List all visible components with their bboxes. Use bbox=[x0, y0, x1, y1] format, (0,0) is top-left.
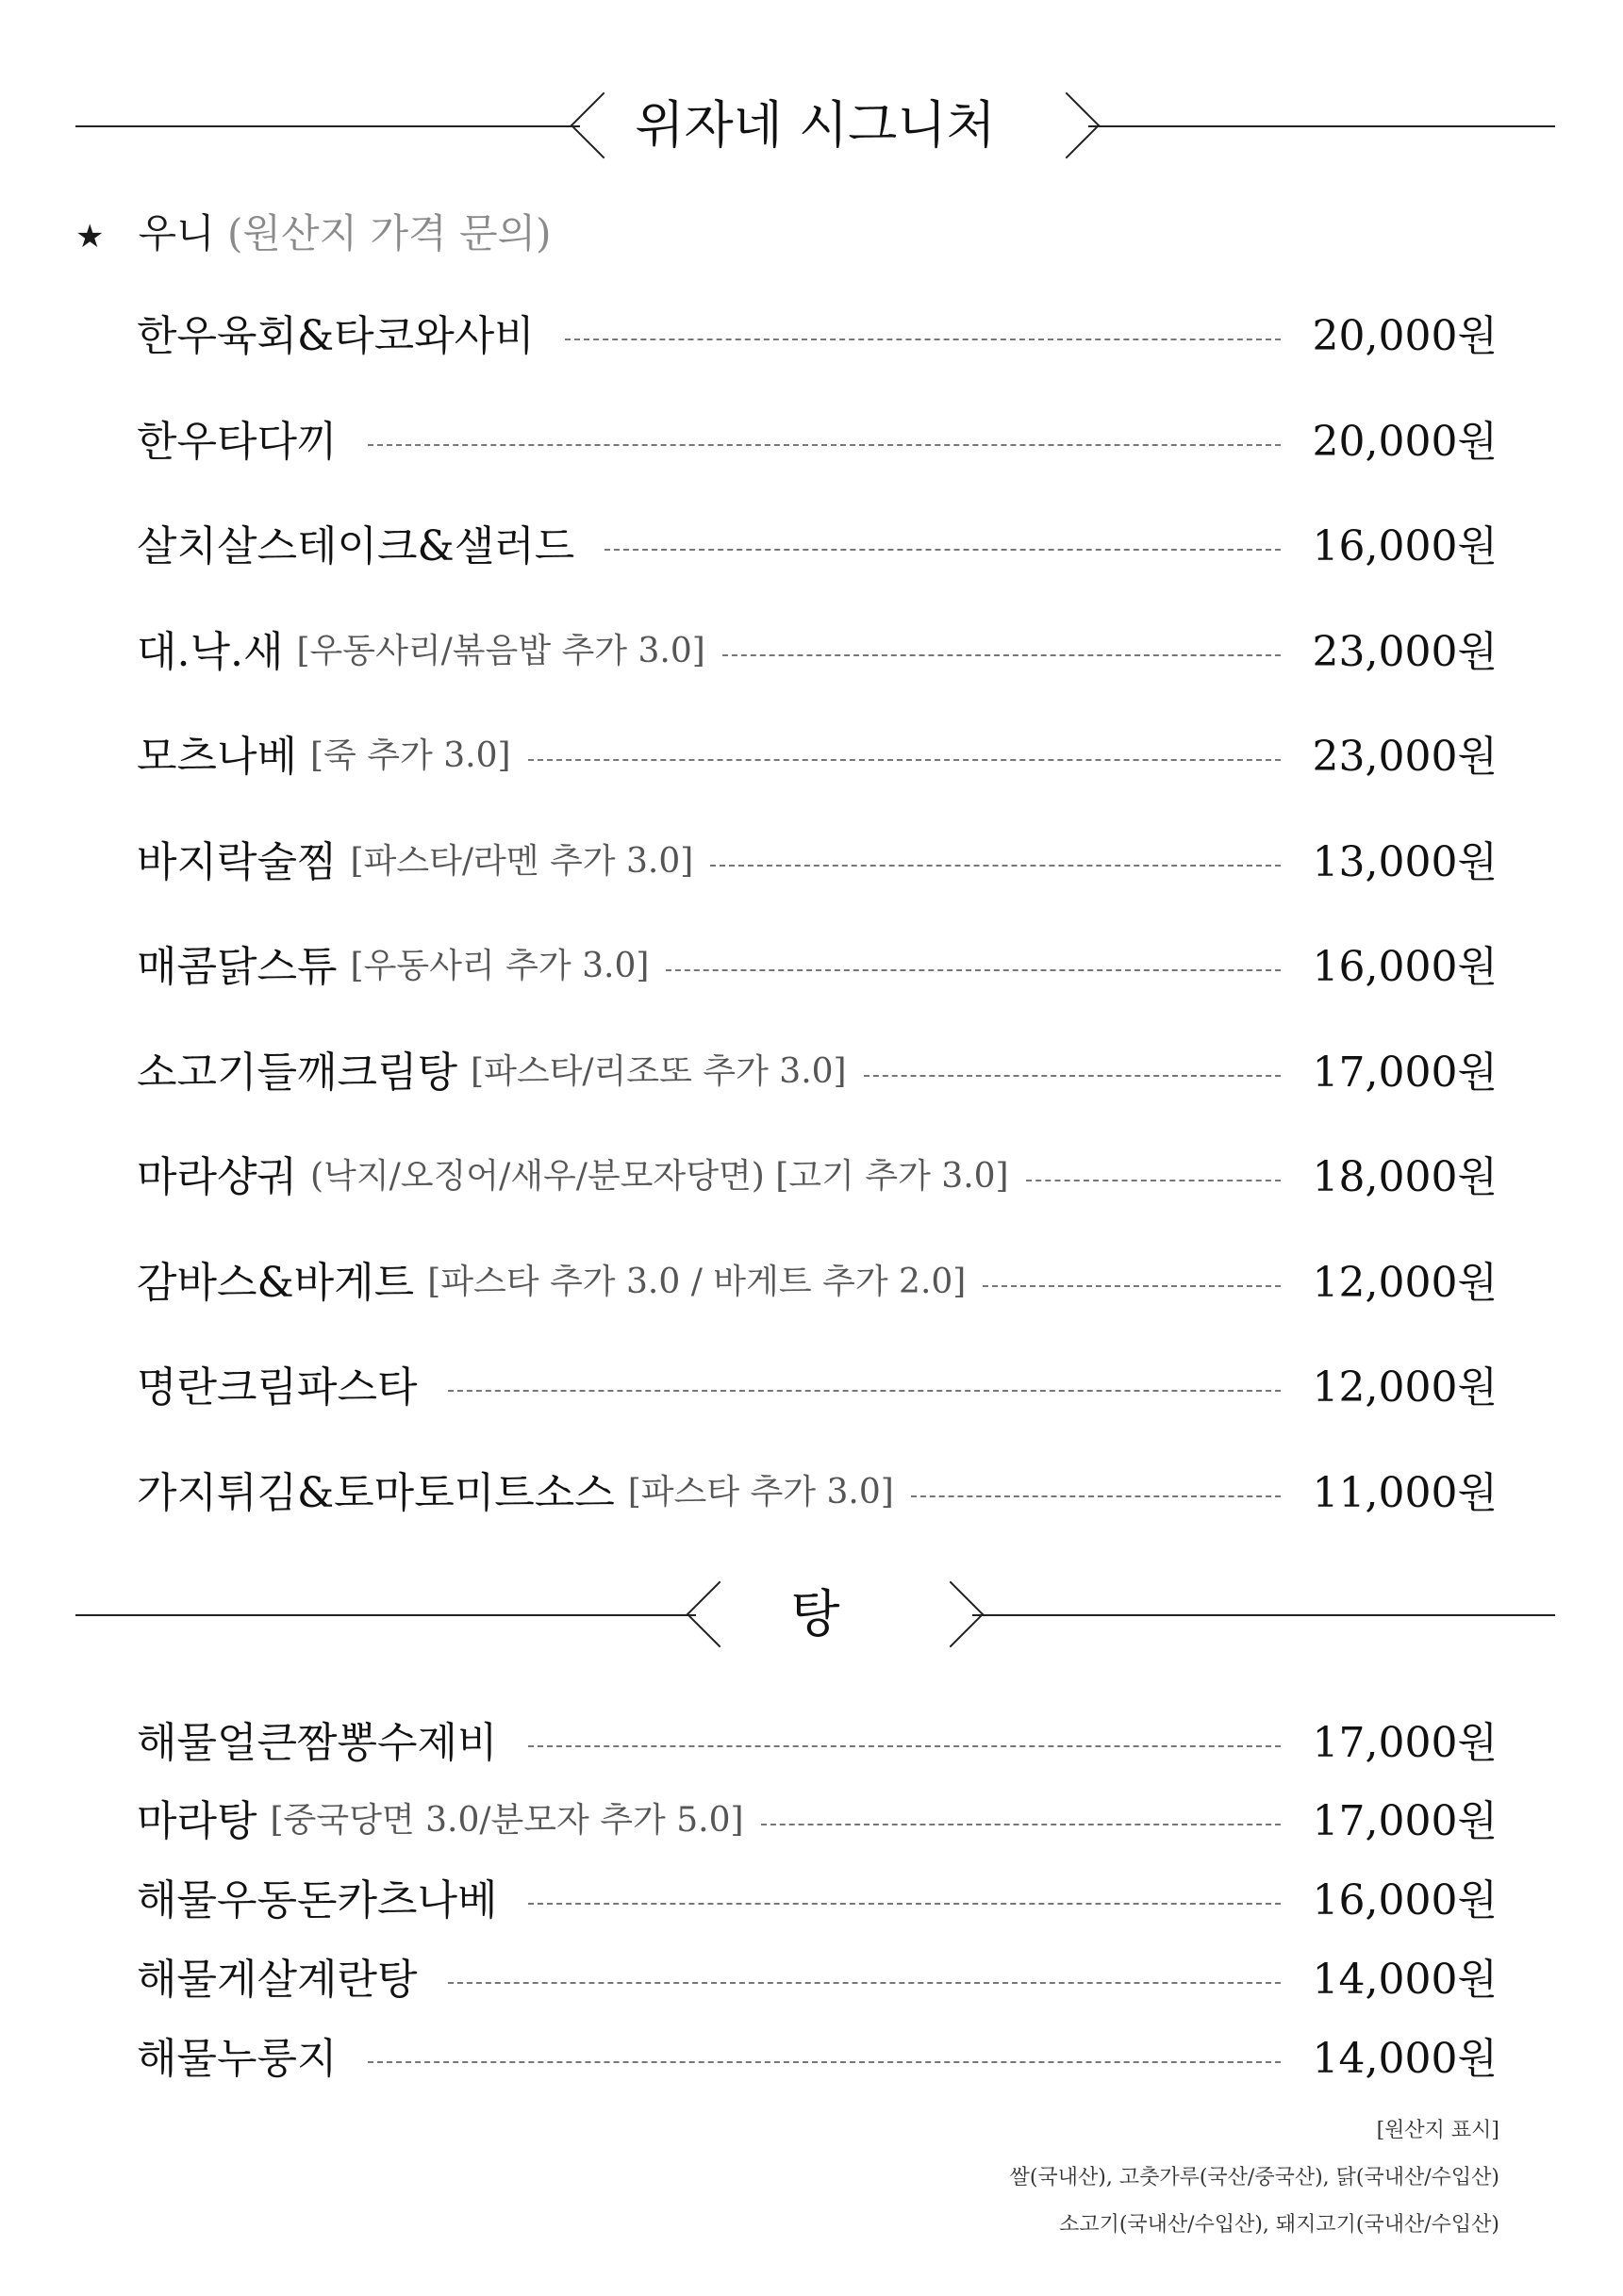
dotted-leader bbox=[666, 969, 1280, 971]
category-note: (원산지 가격 문의) bbox=[227, 210, 552, 256]
menu-item bbox=[137, 512, 1498, 572]
menu-item bbox=[137, 722, 1498, 783]
origin-heading: [원산지 표시] bbox=[1376, 2119, 1499, 2142]
item-price: 17,000원 bbox=[1312, 1049, 1498, 1097]
dotted-leader bbox=[722, 654, 1281, 656]
item-name: 해물우동돈카츠나베 bbox=[137, 1876, 498, 1924]
menu-item bbox=[137, 1866, 1498, 1926]
item-price: 13,000원 bbox=[1312, 838, 1498, 886]
tang-header bbox=[75, 1572, 1555, 1657]
item-price: 17,000원 bbox=[1312, 1797, 1498, 1845]
item-price: 17,000원 bbox=[1312, 1719, 1498, 1767]
item-name: 대.낙.새 bbox=[137, 628, 284, 676]
dotted-leader bbox=[528, 1745, 1281, 1747]
item-extra: [중국당면 3.0/분모자 추가 5.0] bbox=[270, 1800, 744, 1840]
dotted-leader bbox=[448, 1390, 1281, 1392]
dotted-leader bbox=[368, 2061, 1281, 2063]
menu-item bbox=[137, 1353, 1498, 1413]
menu-item bbox=[137, 1459, 1498, 1519]
dotted-leader bbox=[761, 1824, 1281, 1825]
dotted-leader bbox=[528, 1903, 1281, 1905]
item-extra: [파스타 추가 3.0 / 바게트 추가 2.0] bbox=[427, 1262, 967, 1301]
dotted-leader bbox=[911, 1495, 1281, 1497]
item-name: 마라샹궈 bbox=[137, 1153, 298, 1201]
item-name: 감바스&바게트 bbox=[137, 1259, 415, 1307]
item-name: 소고기들깨크림탕 bbox=[137, 1049, 458, 1097]
item-extra: [파스타 추가 3.0] bbox=[627, 1472, 894, 1511]
item-name: 명란크림파스타 bbox=[137, 1363, 418, 1412]
item-name: 모츠나베 bbox=[137, 733, 298, 781]
item-price: 14,000원 bbox=[1312, 1956, 1498, 2004]
origin-line: 쌀(국내산), 고춧가루(국산/중국산), 닭(국내산/수입산) bbox=[1009, 2166, 1499, 2189]
item-name: 바지락술찜 bbox=[137, 838, 338, 886]
item-price: 16,000원 bbox=[1312, 522, 1498, 570]
menu-item bbox=[137, 1143, 1498, 1203]
item-name: 한우육회&타코와사비 bbox=[137, 312, 535, 360]
item-name: 한우타다끼 bbox=[137, 418, 338, 466]
dotted-leader bbox=[983, 1285, 1280, 1287]
category-uni bbox=[75, 203, 551, 259]
item-price: 16,000원 bbox=[1312, 943, 1498, 991]
menu-item bbox=[137, 407, 1498, 468]
item-name: 해물게살계란탕 bbox=[137, 1956, 418, 2004]
item-extra: [우동사리/볶음밥 추가 3.0] bbox=[296, 631, 705, 670]
item-price: 20,000원 bbox=[1312, 312, 1498, 360]
section-title: 탕 bbox=[790, 1584, 840, 1644]
header-rule-right bbox=[1088, 125, 1555, 127]
item-price: 12,000원 bbox=[1312, 1363, 1498, 1412]
star-icon: ★ bbox=[75, 218, 105, 256]
header-rule-right bbox=[972, 1614, 1555, 1616]
item-price: 20,000원 bbox=[1312, 418, 1498, 466]
dotted-leader bbox=[864, 1075, 1281, 1077]
item-name: 해물얼큰짬뽕수제비 bbox=[137, 1719, 498, 1767]
item-price: 11,000원 bbox=[1312, 1469, 1498, 1517]
menu-item bbox=[137, 302, 1498, 362]
item-name: 마라탕 bbox=[137, 1797, 257, 1845]
menu-item bbox=[137, 1248, 1498, 1309]
item-name: 매콤닭스튜 bbox=[137, 943, 338, 991]
item-name: 살치살스테이크&샐러드 bbox=[137, 522, 575, 570]
menu-item bbox=[137, 828, 1498, 888]
menu-item bbox=[137, 1709, 1498, 1769]
dotted-leader bbox=[1026, 1180, 1281, 1181]
dotted-leader bbox=[565, 339, 1281, 340]
item-price: 23,000원 bbox=[1312, 733, 1498, 781]
menu-item bbox=[137, 1787, 1498, 1847]
dotted-leader bbox=[368, 444, 1281, 446]
dotted-leader bbox=[528, 759, 1281, 761]
menu-item bbox=[137, 618, 1498, 678]
item-name: 해물누룽지 bbox=[137, 2035, 338, 2083]
dotted-leader bbox=[710, 865, 1280, 867]
item-extra: (낙지/오징어/새우/분모자당면) [고기 추가 3.0] bbox=[310, 1156, 1009, 1196]
menu-item bbox=[137, 2024, 1498, 2085]
dotted-leader bbox=[604, 549, 1280, 551]
item-price: 16,000원 bbox=[1312, 1876, 1498, 1924]
menu-item bbox=[137, 1945, 1498, 2006]
menu-item bbox=[137, 1038, 1498, 1098]
item-extra: [파스타/라멘 추가 3.0] bbox=[350, 841, 694, 881]
item-price: 12,000원 bbox=[1312, 1259, 1498, 1307]
item-name: 가지튀김&토마토미트소스 bbox=[137, 1469, 615, 1517]
item-price: 14,000원 bbox=[1312, 2035, 1498, 2083]
item-extra: [우동사리 추가 3.0] bbox=[350, 946, 650, 985]
item-extra: [죽 추가 3.0] bbox=[310, 735, 511, 775]
dotted-leader bbox=[448, 1982, 1281, 1984]
category-name: 우니 bbox=[138, 210, 215, 256]
item-price: 23,000원 bbox=[1312, 628, 1498, 676]
signature-header bbox=[75, 83, 1555, 168]
section-title: 위자네 시그니처 bbox=[635, 95, 996, 155]
menu-item bbox=[137, 933, 1498, 993]
origin-line: 소고기(국내산/수입산), 돼지고기(국내산/수입산) bbox=[1059, 2213, 1499, 2237]
item-price: 18,000원 bbox=[1312, 1153, 1498, 1201]
item-extra: [파스타/리조또 추가 3.0] bbox=[471, 1051, 847, 1091]
